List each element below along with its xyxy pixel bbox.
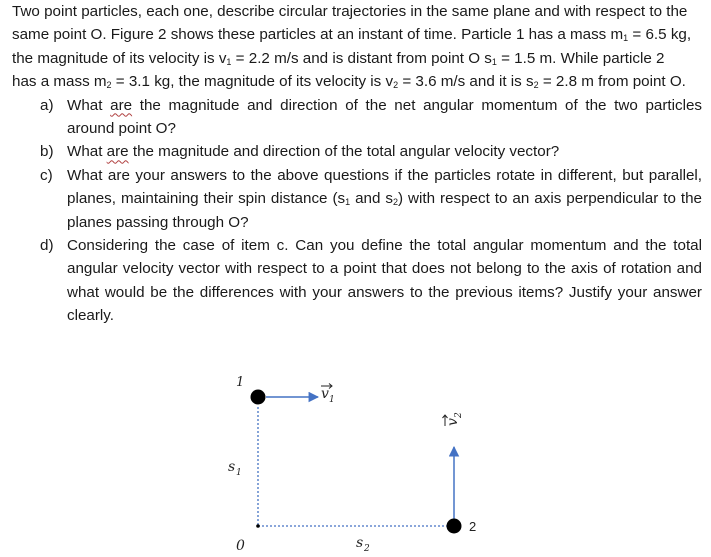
s-symbol: s — [356, 535, 364, 551]
intro-line-4 — [12, 70, 702, 93]
question-label: b) — [40, 143, 54, 161]
text-run: the magnitude and direction of the total angular velocity vector? — [128, 143, 560, 161]
intro-line-1 — [12, 0, 702, 23]
intro-line-3 — [12, 47, 702, 70]
text-run: = 2.2 m/s and is distant from point O s — [231, 49, 492, 67]
subscript: 1 — [491, 56, 497, 67]
text-run: Two point particles, each one, describe circular trajectories in the same plane and with respect to the — [12, 3, 688, 20]
question-label: d) — [40, 237, 54, 255]
question-label: c) — [40, 166, 53, 184]
subscript: 2 — [106, 80, 112, 91]
text-run: same point O. Figure 2 shows these particles at an instant of time. Particle 1 has a mass m — [12, 26, 624, 44]
v2-label — [443, 412, 465, 426]
s1-label — [228, 459, 242, 478]
origin-point — [256, 524, 260, 528]
s2-label — [356, 535, 370, 554]
spellcheck-word: are — [110, 96, 133, 114]
figure-2 — [200, 365, 500, 555]
question-c — [12, 164, 702, 234]
s-subscript: 2 — [364, 544, 370, 554]
v-symbol: v — [445, 418, 461, 426]
subscript: 2 — [533, 80, 539, 91]
intro-paragraph — [12, 0, 702, 94]
text-run: What — [67, 96, 111, 114]
subscript: 2 — [393, 80, 399, 91]
text-run: What — [67, 143, 107, 161]
particle-1-label: 1 — [236, 375, 245, 390]
s-symbol: s — [228, 459, 236, 475]
question-d — [12, 234, 702, 328]
particle-2-dot — [447, 519, 462, 534]
particle-2-label: 2 — [469, 519, 477, 534]
text-run: = 3.1 kg, the magnitude of its velocity is v — [111, 73, 394, 91]
text-run: = 6.5 kg, — [628, 26, 692, 44]
intro-line-2 — [12, 23, 702, 46]
text-run: the magnitude of its velocity is v — [12, 49, 227, 67]
v-subscript: 1 — [329, 395, 335, 405]
v1-label — [321, 384, 335, 406]
v-symbol: v — [321, 386, 329, 402]
text-run: = 1.5 m. While particle 2 — [496, 49, 665, 67]
v-subscript: 2 — [454, 412, 464, 418]
text-run: ) with respect to an axis perpendicular to the planes passing through O? — [67, 190, 702, 231]
text-run: Considering the case of item c. Can you define the total angular momentum and the total angular velocity vector with respect to a point that does not belong to the axis of rotation and what would be the differences with your answers to the previous items? Justify your answer clearly. — [67, 237, 702, 325]
text-run: and s — [350, 190, 393, 208]
subscript: 1 — [345, 197, 351, 208]
text-run: What are your answers to the above questions if the particles rotate in different, but parallel, planes, maintaining their spin distance (s — [67, 166, 702, 208]
spellcheck-word: are — [106, 143, 129, 161]
question-a — [12, 94, 702, 141]
s-subscript: 1 — [236, 468, 242, 478]
text-run: = 3.6 m/s and it is s — [398, 73, 534, 91]
text-run: the magnitude and direction of the net angular momentum of the two particles around point O? — [67, 96, 702, 138]
problem-text — [12, 0, 702, 328]
text-run: = 2.8 m from point O. — [538, 73, 686, 91]
question-label: a) — [40, 96, 54, 114]
subscript: 1 — [623, 33, 629, 44]
question-b — [12, 140, 702, 163]
text-run: has a mass m — [12, 73, 107, 91]
subscript: 2 — [393, 197, 399, 208]
origin-label: 0 — [236, 538, 245, 554]
subscript: 1 — [226, 56, 232, 67]
particle-1-dot — [251, 390, 266, 405]
